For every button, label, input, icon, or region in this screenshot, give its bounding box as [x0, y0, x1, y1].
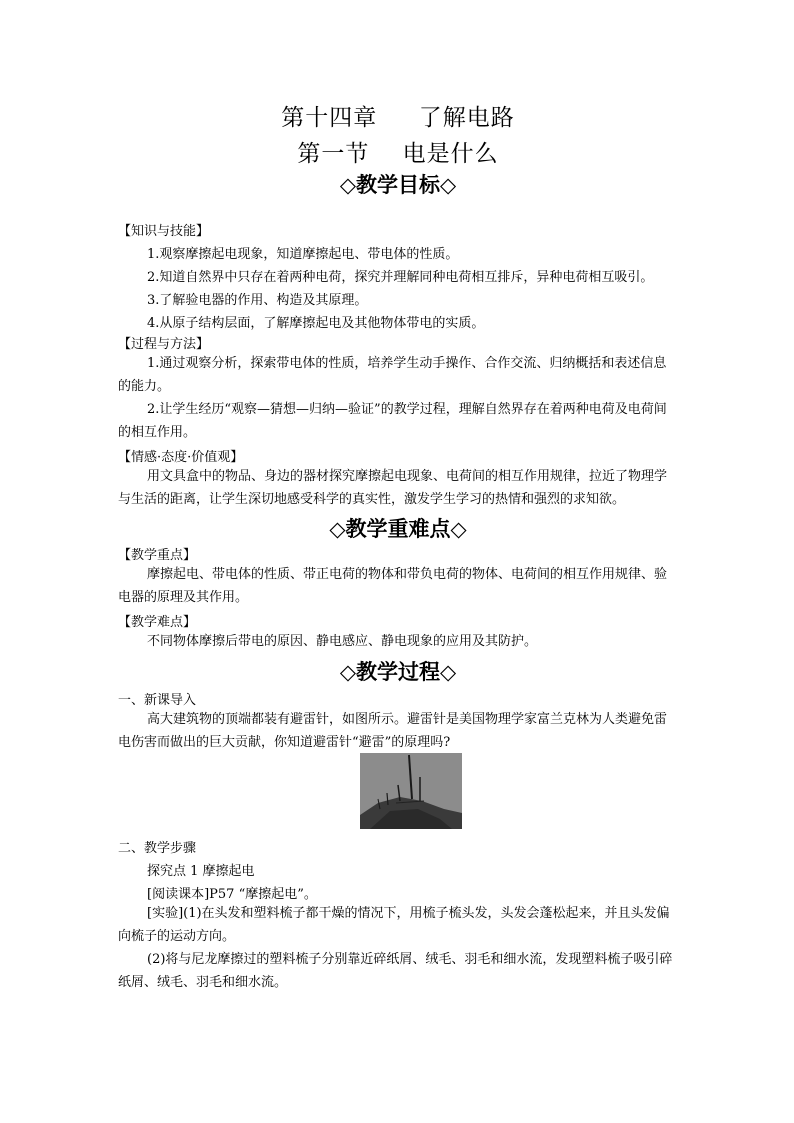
- objectives-heading: ◇教学目标◇: [339, 172, 457, 197]
- knowledge-item: 2.知道自然界中只存在着两种电荷，探究并理解同种电荷相互排斥，异种电荷相互吸引。: [147, 270, 654, 285]
- difficulty-heading: 【教学难点】: [118, 615, 197, 630]
- intro-text: 高大建筑物的顶端都装有避雷针，如图所示。避雷针是美国物理学家富兰克林为人类避免雷电伤害而做出的巨大贡献，你知道避雷针“避雷”的原理吗?: [118, 712, 668, 750]
- lightning-rod-photo: [360, 753, 462, 829]
- process-item: 2.让学生经历“观察—猜想—归纳—验证”的教学过程，理解自然界存在着两种电荷及电荷间的相互作用。: [118, 402, 667, 440]
- point1-heading: 探究点 1 摩擦起电: [147, 864, 255, 879]
- section-title: 第一节 电是什么: [297, 141, 499, 167]
- experiment-1: [实验](1)在头发和塑料梳子都干燥的情况下，用梳子梳头发，头发会蓬松起来，并且头发偏向梳子的运动方向。: [118, 906, 670, 944]
- knowledge-item: 4.从原子结构层面，了解摩擦起电及其他物体带电的实质。: [147, 316, 485, 331]
- focus-heading: 【教学重点】: [118, 548, 197, 563]
- knowledge-item: 1.观察摩擦起电现象，知道摩擦起电、带电体的性质。: [147, 247, 459, 262]
- process-method-heading: 【过程与方法】: [118, 337, 210, 352]
- knowledge-item: 3.了解验电器的作用、构造及其原理。: [147, 293, 368, 308]
- keypoints-heading: ◇教学重难点◇: [329, 516, 467, 541]
- lightning-rod-image: [360, 753, 462, 829]
- steps-heading: 二、教学步骤: [118, 841, 197, 856]
- process-heading: ◇教学过程◇: [339, 659, 457, 684]
- process-item: 1.通过观察分析，探索带电体的性质，培养学生动手操作、合作交流、归纳概括和表述信息的能力。: [118, 356, 667, 394]
- knowledge-heading: 【知识与技能】: [118, 224, 210, 239]
- focus-text: 摩擦起电、带电体的性质、带正电荷的物体和带负电荷的物体、电荷间的相互作用规律、验电器的原理及其作用。: [118, 567, 668, 605]
- reading-note: [阅读课本]P57 “摩擦起电”。: [147, 887, 317, 902]
- emotion-text: 用文具盒中的物品、身边的器材探究摩擦起电现象、电荷间的相互作用规律，拉近了物理学与生活的距离，让学生深切地感受科学的真实性，激发学生学习的热情和强烈的求知欲。: [118, 469, 668, 507]
- chapter-title: 第十四章 了解电路: [281, 105, 515, 131]
- emotion-heading: 【情感·态度·价值观】: [118, 450, 244, 465]
- intro-heading: 一、新课导入: [118, 693, 197, 708]
- difficulty-text: 不同物体摩擦后带电的原因、静电感应、静电现象的应用及其防护。: [147, 634, 538, 649]
- experiment-2: (2)将与尼龙摩擦过的塑料梳子分别靠近碎纸屑、绒毛、羽毛和细水流，发现塑料梳子吸引碎纸屑、绒毛、羽毛和细水流。: [118, 952, 673, 990]
